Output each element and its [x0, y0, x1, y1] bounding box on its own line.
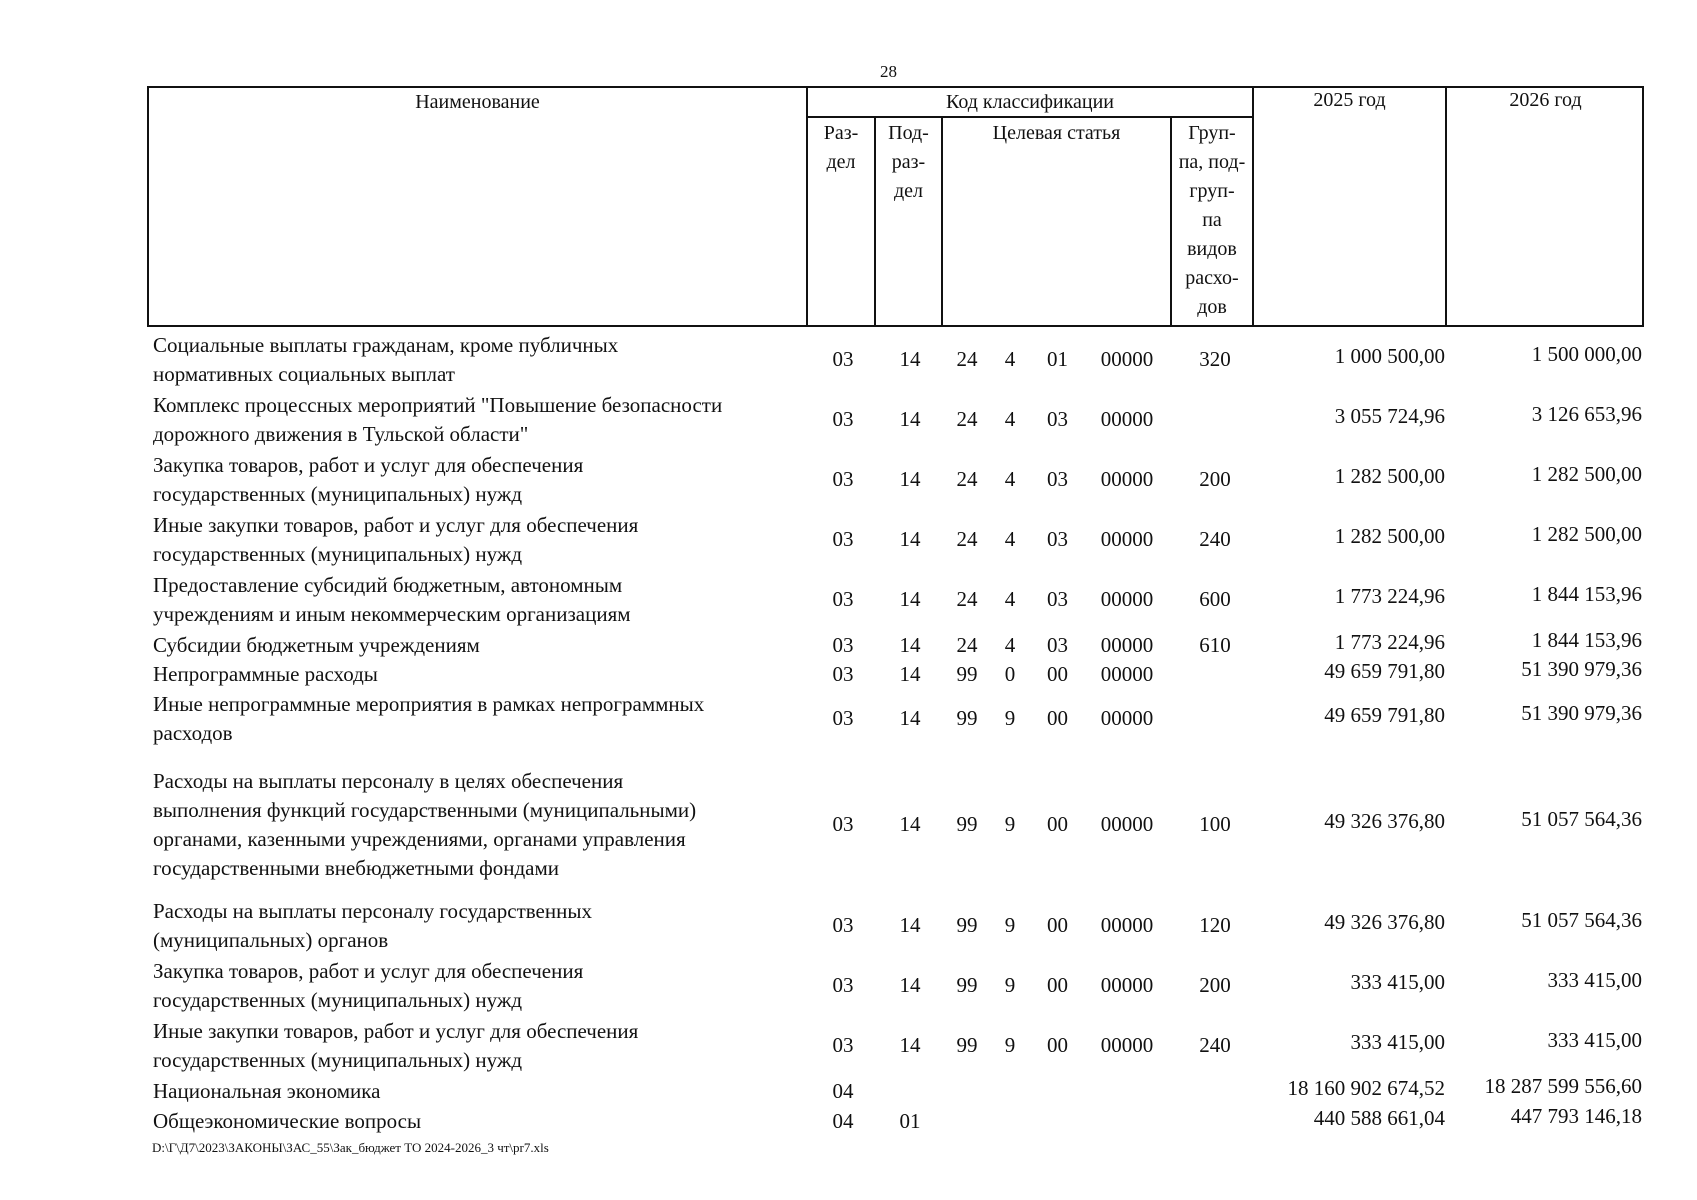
- cell-podrazdel: 01: [899, 1108, 921, 1133]
- header-razdel-line: Раз-: [823, 122, 859, 144]
- cell-2026: 51 057 564,36: [1521, 807, 1642, 831]
- cell-t1: 24: [956, 587, 978, 611]
- cell-razdel: 03: [832, 587, 854, 611]
- cell-2025: 49 659 791,80: [1324, 658, 1445, 683]
- header-code-group: Код классификации: [945, 91, 1115, 113]
- row-name-line: Иные непрограммные мероприятия в рамках непрограммных: [153, 692, 705, 716]
- cell-2026: 333 415,00: [1547, 1028, 1642, 1052]
- cell-t4: 00000: [1100, 527, 1154, 551]
- table-row: [150, 767, 1650, 883]
- cell-t2: 4: [1004, 347, 1016, 371]
- cell-t3: 01: [1047, 347, 1068, 371]
- row-name-line: Расходы на выплаты персоналу в целях обеспечения: [153, 769, 624, 793]
- cell-podrazdel: 14: [899, 812, 921, 836]
- table-row: [150, 957, 1650, 1015]
- cell-podrazdel: 14: [899, 973, 921, 997]
- cell-t3: 00: [1047, 706, 1068, 730]
- cell-t2: 4: [1004, 467, 1016, 491]
- cell-2026: 447 793 146,18: [1510, 1103, 1642, 1128]
- file-path: D:\Г\Д7\2023\ЗАКОНЫ\ЗАС_55\Зак_бюджет ТО 2024-2026_3 чт\pr7.xls: [152, 1140, 549, 1155]
- cell-razdel: 03: [832, 632, 854, 657]
- header-group-line: дов: [1197, 296, 1227, 318]
- cell-2026: 1 844 153,96: [1531, 627, 1642, 652]
- cell-2025: 49 326 376,80: [1324, 809, 1445, 833]
- cell-t4: 00000: [1100, 347, 1154, 371]
- cell-t2: 4: [1004, 632, 1016, 657]
- cell-group: 240: [1199, 1033, 1231, 1057]
- cell-t1: 24: [956, 632, 978, 657]
- cell-t1: 24: [956, 347, 978, 371]
- row-name-line: расходов: [153, 721, 233, 745]
- row-name: [153, 331, 793, 389]
- cell-group: 600: [1199, 587, 1231, 611]
- row-name-line: Закупка товаров, работ и услуг для обеспечения: [153, 959, 584, 983]
- header-group-line: расхо-: [1185, 267, 1239, 289]
- table-row: [150, 627, 1650, 660]
- cell-razdel: 04: [832, 1108, 854, 1133]
- cell-razdel: 03: [832, 706, 854, 730]
- cell-razdel: 03: [832, 913, 854, 937]
- cell-t1: 99: [956, 1033, 978, 1057]
- cell-2025: 3 055 724,96: [1334, 404, 1445, 428]
- cell-group: 240: [1199, 527, 1231, 551]
- cell-t4: 00000: [1100, 407, 1154, 431]
- cell-2026: 1 500 000,00: [1531, 342, 1642, 366]
- cell-t4: 00000: [1100, 467, 1154, 491]
- table-header: [147, 86, 1644, 327]
- cell-razdel: 03: [832, 407, 854, 431]
- cell-t2: 0: [1004, 661, 1016, 686]
- row-name-line: Непрограммные расходы: [153, 662, 378, 686]
- cell-t2: 9: [1004, 706, 1016, 730]
- table-row: [150, 1017, 1650, 1075]
- cell-podrazdel: 14: [899, 913, 921, 937]
- cell-t3: 00: [1047, 1033, 1068, 1057]
- cell-t4: 00000: [1100, 661, 1154, 686]
- cell-group: 200: [1199, 973, 1231, 997]
- cell-t3: 03: [1047, 407, 1068, 431]
- header-group: [1172, 119, 1252, 322]
- cell-razdel: 04: [832, 1078, 854, 1103]
- cell-2025: 333 415,00: [1350, 1030, 1445, 1054]
- header-target-article: Целевая статья: [992, 122, 1121, 144]
- row-name: [153, 690, 793, 748]
- row-name-line: государственными внебюджетными фондами: [153, 856, 560, 880]
- row-name-line: Иные закупки товаров, работ и услуг для обеспечения: [153, 1019, 639, 1043]
- table-row: [150, 571, 1650, 629]
- cell-t4: 00000: [1100, 632, 1154, 657]
- header-year-2026: 2026 год: [1509, 89, 1582, 111]
- cell-2026: 1 282 500,00: [1531, 522, 1642, 546]
- cell-podrazdel: 14: [899, 467, 921, 491]
- cell-2025: 440 588 661,04: [1313, 1105, 1445, 1130]
- cell-t1: 99: [956, 913, 978, 937]
- table-row: [150, 690, 1650, 748]
- row-name-line: Субсидии бюджетным учреждениям: [153, 633, 480, 657]
- header-razdel-line: дел: [826, 151, 856, 173]
- row-name-line: государственных (муниципальных) нужд: [153, 1048, 523, 1072]
- cell-t3: 03: [1047, 527, 1068, 551]
- header-name: Наименование: [415, 91, 540, 113]
- cell-2025: 49 659 791,80: [1324, 703, 1445, 727]
- row-name-line: Предоставление субсидий бюджетным, автономным: [153, 573, 623, 597]
- header-group-line: па: [1202, 209, 1222, 231]
- row-name-line: Закупка товаров, работ и услуг для обеспечения: [153, 453, 584, 477]
- cell-2026: 1 844 153,96: [1531, 582, 1642, 606]
- cell-t1: 24: [956, 407, 978, 431]
- row-name: [153, 571, 793, 629]
- row-name-line: государственных (муниципальных) нужд: [153, 988, 523, 1012]
- cell-2026: 3 126 653,96: [1531, 402, 1642, 426]
- cell-2025: 1 282 500,00: [1334, 464, 1445, 488]
- cell-t3: 00: [1047, 913, 1068, 937]
- row-name-line: Общеэкономические вопросы: [153, 1109, 422, 1133]
- header-group-line: па, под-: [1178, 151, 1246, 173]
- cell-t4: 00000: [1100, 706, 1154, 730]
- cell-t1: 24: [956, 527, 978, 551]
- cell-t2: 4: [1004, 527, 1016, 551]
- cell-2026: 51 057 564,36: [1521, 908, 1642, 932]
- cell-2025: 1 773 224,96: [1334, 629, 1445, 654]
- cell-2026: 51 390 979,36: [1521, 701, 1642, 725]
- header-group-line: груп-: [1189, 180, 1235, 202]
- header-podrazdel-line: Под-: [888, 122, 929, 144]
- cell-2025: 18 160 902 674,52: [1287, 1075, 1445, 1100]
- table-row: [150, 391, 1650, 449]
- cell-podrazdel: 14: [899, 661, 921, 686]
- cell-group: 120: [1199, 913, 1231, 937]
- header-razdel: [808, 119, 874, 177]
- cell-t3: 03: [1047, 587, 1068, 611]
- cell-t1: 99: [956, 973, 978, 997]
- row-name-line: Социальные выплаты гражданам, кроме публичных: [153, 333, 619, 357]
- cell-t2: 4: [1004, 407, 1016, 431]
- cell-t2: 9: [1004, 1033, 1016, 1057]
- cell-t4: 00000: [1100, 973, 1154, 997]
- table-row: [150, 511, 1650, 569]
- cell-t3: 03: [1047, 467, 1068, 491]
- table-row: [150, 897, 1650, 955]
- cell-t1: 99: [956, 812, 978, 836]
- cell-podrazdel: 14: [899, 1033, 921, 1057]
- row-name-line: государственных (муниципальных) нужд: [153, 542, 523, 566]
- header-podrazdel-line: дел: [893, 180, 924, 202]
- header-group-line: Груп-: [1188, 122, 1236, 144]
- cell-2026: 333 415,00: [1547, 968, 1642, 992]
- cell-2025: 1 773 224,96: [1334, 584, 1445, 608]
- cell-2025: 1 000 500,00: [1334, 344, 1445, 368]
- cell-t3: 00: [1047, 812, 1068, 836]
- row-name-line: государственных (муниципальных) нужд: [153, 482, 523, 506]
- cell-t1: 99: [956, 661, 978, 686]
- table-row: [150, 1103, 1650, 1136]
- row-name: [153, 767, 793, 883]
- cell-group: 200: [1199, 467, 1231, 491]
- cell-t3: 03: [1047, 632, 1068, 657]
- table-row: [150, 451, 1650, 509]
- row-name: [153, 451, 793, 509]
- row-name: [153, 391, 793, 449]
- table-row: [150, 656, 1650, 689]
- row-name-line: Расходы на выплаты персоналу государственных: [153, 899, 592, 923]
- cell-razdel: 03: [832, 1033, 854, 1057]
- cell-group: 610: [1199, 632, 1231, 657]
- cell-t3: 00: [1047, 661, 1068, 686]
- divider-podrazdel: [941, 118, 943, 327]
- cell-2026: 18 287 599 556,60: [1484, 1073, 1642, 1098]
- cell-2025: 333 415,00: [1350, 970, 1445, 994]
- cell-t4: 00000: [1100, 1033, 1154, 1057]
- table-row: [150, 331, 1650, 389]
- cell-podrazdel: 14: [899, 587, 921, 611]
- cell-razdel: 03: [832, 527, 854, 551]
- row-name: [153, 1017, 793, 1075]
- cell-t4: 00000: [1100, 587, 1154, 611]
- row-name: [153, 1077, 793, 1106]
- cell-podrazdel: 14: [899, 706, 921, 730]
- row-name: [153, 957, 793, 1015]
- page-number: 28: [880, 62, 897, 81]
- cell-2026: 51 390 979,36: [1521, 656, 1642, 681]
- cell-podrazdel: 14: [899, 347, 921, 371]
- cell-razdel: 03: [832, 467, 854, 491]
- row-name: [153, 660, 793, 689]
- cell-t2: 9: [1004, 913, 1016, 937]
- cell-t2: 4: [1004, 587, 1016, 611]
- row-name-line: нормативных социальных выплат: [153, 362, 455, 386]
- row-name-line: дорожного движения в Тульской области": [153, 422, 529, 446]
- cell-razdel: 03: [832, 812, 854, 836]
- row-name-line: учреждениям и иным некоммерческим организациям: [153, 602, 631, 626]
- row-name-line: Иные закупки товаров, работ и услуг для обеспечения: [153, 513, 639, 537]
- cell-podrazdel: 14: [899, 407, 921, 431]
- cell-t3: 00: [1047, 973, 1068, 997]
- cell-t4: 00000: [1100, 812, 1154, 836]
- cell-group: 320: [1199, 347, 1231, 371]
- row-name: [153, 1107, 793, 1136]
- cell-razdel: 03: [832, 973, 854, 997]
- divider-year: [1445, 88, 1447, 327]
- cell-podrazdel: 14: [899, 632, 921, 657]
- row-name-line: (муниципальных) органов: [153, 928, 389, 952]
- row-name-line: Комплекс процессных мероприятий "Повышение безопасности: [153, 393, 723, 417]
- cell-t1: 24: [956, 467, 978, 491]
- header-podrazdel-line: раз-: [891, 151, 926, 173]
- header-year-2025: 2025 год: [1313, 89, 1386, 111]
- cell-2025: 1 282 500,00: [1334, 524, 1445, 548]
- header-podrazdel: [876, 119, 941, 206]
- cell-t1: 99: [956, 706, 978, 730]
- cell-2026: 1 282 500,00: [1531, 462, 1642, 486]
- row-name-line: Национальная экономика: [153, 1079, 381, 1103]
- cell-t4: 00000: [1100, 913, 1154, 937]
- cell-t2: 9: [1004, 973, 1016, 997]
- cell-razdel: 03: [832, 661, 854, 686]
- row-name-line: органами, казенными учреждениями, органами управления: [153, 827, 686, 851]
- cell-2025: 49 326 376,80: [1324, 910, 1445, 934]
- cell-t2: 9: [1004, 812, 1016, 836]
- divider-code: [1252, 88, 1254, 327]
- table-row: [150, 1073, 1650, 1106]
- row-name: [153, 897, 793, 955]
- cell-group: 100: [1199, 812, 1231, 836]
- cell-razdel: 03: [832, 347, 854, 371]
- cell-podrazdel: 14: [899, 527, 921, 551]
- header-group-line: видов: [1187, 238, 1237, 260]
- row-name: [153, 511, 793, 569]
- row-name: [153, 631, 793, 660]
- row-name-line: выполнения функций государственными (муниципальными): [153, 798, 697, 822]
